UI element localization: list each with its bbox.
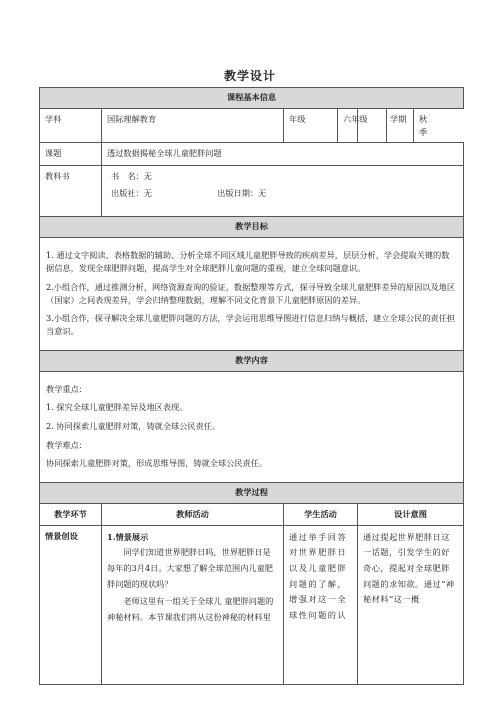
subject-value: 国际理解教育 xyxy=(102,109,284,143)
difficulty-text: 协同探索儿童肥胖对策，形成思维导图，铸就全球公民责任。 xyxy=(46,458,268,469)
content-header: 教学内容 xyxy=(40,350,464,371)
textbook-info xyxy=(102,166,464,217)
publisher: 出版社：无 xyxy=(111,188,152,199)
book-name: 书 名：无 xyxy=(111,171,152,182)
term-label: 学期 xyxy=(387,109,414,142)
teacher-paragraph: 同学们知道世界肥胖日吗，世界肥胖日是每年的3月4日。大家想了解全球范围内儿童肥胖问题的现状吗？ xyxy=(107,547,273,589)
publish-date: 出版日期：无 xyxy=(217,188,267,199)
basic-info-header: 课程基本信息 xyxy=(40,88,464,109)
process-header: 教学过程 xyxy=(40,483,464,504)
page-title: 教学设计 xyxy=(223,69,276,83)
goal-item: 2.小组合作，通过推测分析，网络资源查询的验证，数据整理等方式，探寻导致全球儿童肥胖差异的原因以及地区（国家）之间表现差异，学会归纳整理数据，理解不同文化背景下儿童肥胖原因的差异。 xyxy=(46,281,456,305)
grade-label: 年级 xyxy=(284,109,338,143)
difficulty-label: 教学难点： xyxy=(46,439,87,450)
teacher-paragraph: 老师这里有一组关于全球儿 童肥胖问题的神秘材料。本节课我们将从这份神秘的材料里 xyxy=(107,596,274,622)
goal-item: 3.小组合作，探寻解决全球儿童肥胖问题的方法，学会运用思维导图进行信息归纳与概括，建立全球公民的责任担当意识。 xyxy=(46,313,456,336)
teacher-activity xyxy=(102,525,284,684)
key-point-item: 1. 探究全球儿童肥胖差异及地区表现。 xyxy=(46,402,188,413)
col-student-header: 学生活动 xyxy=(284,504,358,526)
topic-value: 透过数据揭秘全球儿童肥胖问题 xyxy=(102,143,464,166)
lesson-plan-table xyxy=(39,87,464,685)
grade-value: 六年级 学期 秋季 xyxy=(338,109,358,143)
teacher-heading: 1.情景展示 xyxy=(107,531,149,542)
textbook-label: 教科书 xyxy=(40,166,102,217)
col-intent-header: 设计意图 xyxy=(358,504,464,526)
goal-item: 1. 通过文字阅读、表格数据的辅助、分析全球不同区域儿童肥胖导致的疾病差异，层层分析，学会提取关键的数据信息，发现全球肥胖问题，提高学生对全球肥胖儿童问题的重视，建立全球问题意识。 xyxy=(46,250,450,274)
subject-label: 学科 xyxy=(40,109,102,143)
key-points-label: 教学重点： xyxy=(46,383,87,394)
goals-header: 教学目标 xyxy=(40,217,464,238)
col-stage-header: 教学环节 xyxy=(40,504,102,526)
topic-label: 课题 xyxy=(40,143,102,166)
content-body xyxy=(40,371,464,483)
grade-value-text: 六年级 xyxy=(338,109,387,142)
publish-row xyxy=(107,187,458,200)
design-intent: 通过提起世界肥胖日这一话题，引发学生的好奇心，提起对全球肥胖问题的求知欲。通过“神秘材料”这一概 xyxy=(358,525,464,684)
student-activity: 通过举手回答对世界肥胖日以及儿童肥胖问题的了解，增强对这一全球性问题的认 xyxy=(284,525,358,684)
key-point-item: 2. 协同探索儿童肥胖对策，铸就全球公民责任。 xyxy=(46,421,221,432)
stage-cell: 情景创设 xyxy=(40,525,102,684)
col-teacher-header: 教师活动 xyxy=(102,504,284,526)
goals-body xyxy=(40,238,464,350)
